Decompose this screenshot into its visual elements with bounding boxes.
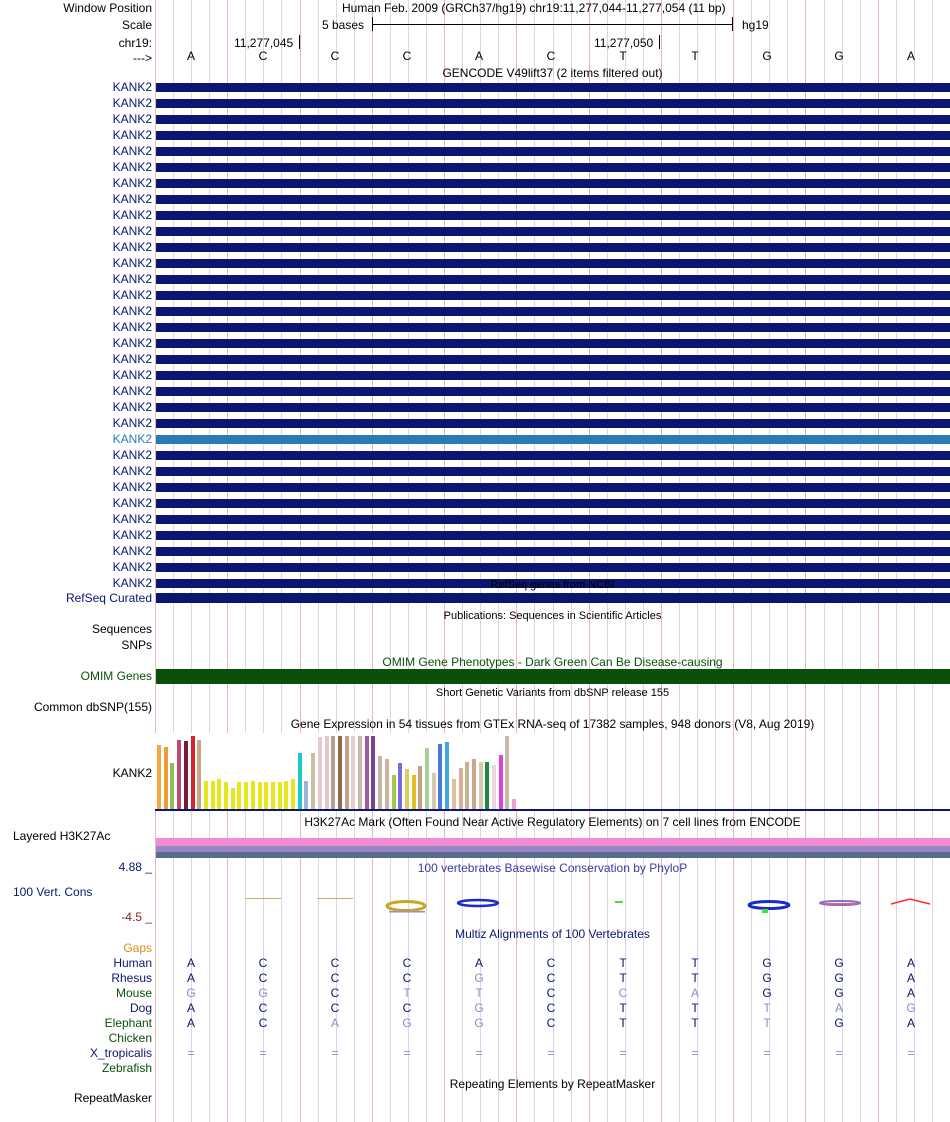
gtex-tissue-bar[interactable] — [505, 736, 509, 809]
gencode-row-label[interactable]: KANK2 — [112, 368, 152, 382]
gencode-row-label[interactable]: KANK2 — [112, 496, 152, 510]
ruler-base: C — [258, 49, 268, 63]
gtex-tissue-bar[interactable] — [445, 742, 449, 809]
ruler-base: C — [546, 49, 556, 63]
gencode-row-label[interactable]: KANK2 — [112, 256, 152, 270]
gencode-transcript-bar[interactable] — [156, 403, 950, 412]
multiz-base: G — [834, 956, 844, 970]
coord-label-1: 11,277,045 — [234, 36, 294, 50]
multiz-base: C — [402, 1001, 412, 1015]
phylop-logos[interactable] — [155, 890, 950, 920]
strand-label: ---> — [133, 51, 152, 65]
refseq-gene-bar[interactable] — [156, 593, 950, 603]
gtex-tissue-bar[interactable] — [184, 741, 188, 809]
ruler-base: A — [186, 49, 195, 63]
phylop-max-label: 4.88 _ — [118, 860, 152, 874]
gencode-row-label[interactable]: KANK2 — [112, 224, 152, 238]
gencode-transcript-bar[interactable] — [156, 115, 950, 124]
multiz-base: T — [691, 1001, 699, 1015]
multiz-base: G — [186, 986, 196, 1000]
gencode-transcript-bar[interactable] — [156, 227, 950, 236]
gencode-row-label[interactable]: KANK2 — [112, 544, 152, 558]
gencode-transcript-bar[interactable] — [156, 243, 950, 252]
multiz-base: = — [547, 1046, 555, 1060]
multiz-base: T — [619, 1001, 627, 1015]
ruler-base: G — [762, 49, 772, 63]
gencode-row-label[interactable]: KANK2 — [112, 208, 152, 222]
gencode-row-label[interactable]: KANK2 — [112, 352, 152, 366]
gencode-row-label[interactable]: KANK2 — [112, 288, 152, 302]
multiz-base: C — [258, 1016, 268, 1030]
gencode-row-label[interactable]: KANK2 — [112, 400, 152, 414]
multiz-base: C — [546, 956, 556, 970]
multiz-base: G — [906, 1001, 916, 1015]
gtex-tissue-bar[interactable] — [418, 766, 422, 809]
multiz-base: A — [330, 1016, 339, 1030]
gtex-tissue-bar[interactable] — [258, 782, 262, 809]
phylop-logo-c-faint — [245, 898, 281, 899]
gencode-transcript-bar[interactable] — [156, 547, 950, 556]
gtex-track-title[interactable]: Gene Expression in 54 tissues from GTEx RNA-seq of 17382 samples, 948 donors (V8, Aug 2019) — [290, 717, 815, 731]
gencode-row-label[interactable]: KANK2 — [112, 528, 152, 542]
gtex-tissue-bar[interactable] — [485, 762, 489, 809]
gencode-transcript-bar[interactable] — [156, 147, 950, 156]
multiz-base: G — [474, 1001, 484, 1015]
gencode-transcript-bar[interactable] — [156, 291, 950, 300]
gencode-transcript-bar[interactable] — [156, 387, 950, 396]
multiz-base: = — [259, 1046, 267, 1060]
gencode-row-label[interactable]: KANK2 — [112, 480, 152, 494]
gencode-row-label[interactable]: KANK2 — [112, 336, 152, 350]
gencode-row-label[interactable]: KANK2 — [112, 448, 152, 462]
multiz-base: C — [330, 1001, 340, 1015]
gtex-bar-chart[interactable] — [155, 733, 535, 809]
multiz-base: T — [691, 971, 699, 985]
multiz-base: = — [907, 1046, 915, 1060]
scale-bar-left-end — [372, 17, 373, 31]
gtex-tissue-bar[interactable] — [204, 781, 208, 809]
scale-bar — [372, 24, 733, 25]
publications-snps-label[interactable]: SNPs — [121, 638, 152, 652]
gencode-transcript-bar[interactable] — [156, 483, 950, 492]
omim-label[interactable]: OMIM Genes — [80, 669, 152, 683]
gencode-transcript-bar[interactable] — [156, 467, 950, 476]
gtex-tissue-bar[interactable] — [512, 799, 516, 809]
multiz-base: G — [402, 1016, 412, 1030]
gencode-row-label[interactable]: KANK2 — [112, 112, 152, 126]
multiz-species-label[interactable]: Human — [113, 956, 152, 970]
gencode-row-label[interactable]: KANK2 — [112, 432, 152, 446]
h3k27ac-track-title[interactable]: H3K27Ac Mark (Often Found Near Active Regulatory Elements) on 7 cell lines from ENCODE — [304, 815, 801, 829]
gencode-row-label[interactable]: KANK2 — [112, 80, 152, 94]
repeatmasker-track-title[interactable]: Repeating Elements by RepeatMasker — [449, 1077, 656, 1091]
gencode-transcript-bar[interactable] — [156, 451, 950, 460]
gtex-tissue-bar[interactable] — [318, 737, 322, 809]
chrom-label: chr19: — [118, 36, 152, 50]
gencode-row-label[interactable]: KANK2 — [112, 384, 152, 398]
multiz-base: A — [906, 971, 915, 985]
multiz-base: C — [330, 971, 340, 985]
omim-track-title[interactable]: OMIM Gene Phenotypes - Dark Green Can Be Disease-causing — [382, 655, 723, 669]
gtex-tissue-bar[interactable] — [311, 753, 315, 809]
multiz-base: G — [762, 956, 772, 970]
scale-label: Scale — [121, 18, 152, 32]
multiz-base: C — [330, 956, 340, 970]
multiz-base: G — [258, 986, 268, 1000]
gtex-tissue-bar[interactable] — [284, 781, 288, 809]
gencode-transcript-bar[interactable] — [156, 211, 950, 220]
multiz-base: T — [475, 986, 483, 1000]
multiz-species-label[interactable]: Dog — [129, 1001, 152, 1015]
gencode-transcript-bar[interactable] — [156, 371, 950, 380]
phylop-track-title[interactable]: 100 vertebrates Basewise Conservation by PhyloP — [417, 861, 688, 875]
multiz-base: C — [402, 971, 412, 985]
gencode-row-label[interactable]: KANK2 — [112, 416, 152, 430]
h3k27ac-layer-slate[interactable] — [156, 852, 950, 858]
gtex-tissue-bar[interactable] — [197, 740, 201, 809]
multiz-species-label[interactable]: Chicken — [108, 1031, 152, 1045]
phylop-logo-g-2 — [749, 902, 789, 914]
ruler-base: C — [402, 49, 412, 63]
gtex-tissue-bar[interactable] — [224, 782, 228, 809]
ruler-base: C — [330, 49, 340, 63]
gtex-tissue-bar[interactable] — [157, 745, 161, 809]
phylop-min-label: -4.5 _ — [121, 910, 152, 924]
gtex-tissue-bar[interactable] — [405, 769, 409, 809]
phylop-logo-g — [458, 900, 498, 906]
multiz-base: A — [906, 956, 915, 970]
multiz-base: = — [475, 1046, 483, 1060]
gencode-transcript-bar[interactable] — [156, 307, 950, 316]
multiz-base: C — [258, 971, 268, 985]
publications-sequences-label[interactable]: Sequences — [91, 622, 152, 636]
multiz-base: G — [834, 986, 844, 1000]
scale-text: 5 bases — [322, 18, 365, 32]
ruler-base: A — [906, 49, 915, 63]
window-position-label: Window Position — [63, 1, 152, 15]
multiz-track-title[interactable]: Multiz Alignments of 100 Vertebrates — [455, 927, 650, 941]
gtex-tissue-bar[interactable] — [264, 782, 268, 809]
multiz-base: T — [619, 1016, 627, 1030]
gtex-tissue-bar[interactable] — [325, 736, 329, 809]
gencode-transcript-bar[interactable] — [156, 163, 950, 172]
multiz-base: T — [691, 1016, 699, 1030]
multiz-base: A — [186, 956, 195, 970]
gencode-track-title[interactable]: GENCODE V49lift37 (2 items filtered out) — [442, 66, 663, 80]
multiz-base: T — [763, 1001, 771, 1015]
gencode-transcript-bar[interactable] — [156, 355, 950, 364]
gencode-row-label[interactable]: KANK2 — [112, 144, 152, 158]
gencode-row-label[interactable]: KANK2 — [112, 96, 152, 110]
gtex-tissue-bar[interactable] — [452, 779, 456, 809]
gencode-row-label[interactable]: KANK2 — [112, 272, 152, 286]
multiz-base: G — [474, 971, 484, 985]
gtex-tissue-bar[interactable] — [438, 744, 442, 809]
gtex-tissue-bar[interactable] — [371, 736, 375, 809]
gtex-tissue-bar[interactable] — [479, 762, 483, 809]
multiz-base: T — [403, 986, 411, 1000]
phylop-logo-t-faint — [615, 901, 623, 903]
coord-tick-1 — [299, 35, 300, 49]
gencode-transcript-bar[interactable] — [156, 435, 950, 444]
gtex-tissue-bar[interactable] — [237, 782, 241, 809]
gtex-tissue-bar[interactable] — [291, 779, 295, 809]
gtex-tissue-bar[interactable] — [378, 756, 382, 809]
multiz-base: A — [834, 1001, 843, 1015]
phylop-logo-c — [387, 902, 425, 913]
ruler-base: G — [834, 49, 844, 63]
multiz-species-label[interactable]: X_tropicalis — [89, 1046, 152, 1060]
coord-tick-2 — [659, 35, 660, 49]
gtex-tissue-bar[interactable] — [351, 736, 355, 809]
gtex-tissue-bar[interactable] — [164, 747, 168, 809]
h3k27ac-layer-pink[interactable] — [156, 838, 950, 846]
multiz-base: T — [691, 956, 699, 970]
gtex-tissue-bar[interactable] — [459, 768, 463, 809]
multiz-base: G — [834, 971, 844, 985]
gtex-tissue-bar[interactable] — [465, 762, 469, 809]
gencode-transcript-bar[interactable] — [156, 499, 950, 508]
gencode-row-label[interactable]: KANK2 — [112, 240, 152, 254]
gencode-transcript-bar[interactable] — [156, 515, 950, 524]
multiz-base: G — [762, 986, 772, 1000]
multiz-base: C — [258, 1001, 268, 1015]
publications-track-title[interactable]: Publications: Sequences in Scientific Articles — [443, 610, 662, 622]
gtex-tissue-bar[interactable] — [338, 736, 342, 809]
scale-bar-right-end — [732, 17, 733, 31]
gtex-tissue-bar[interactable] — [398, 763, 402, 809]
gtex-tissue-bar[interactable] — [217, 779, 221, 809]
refseq-label[interactable]: RefSeq Curated — [65, 591, 152, 605]
multiz-gaps-label[interactable]: Gaps — [123, 941, 152, 955]
multiz-base: T — [619, 956, 627, 970]
gencode-transcript-bar[interactable] — [156, 83, 950, 92]
multiz-base: = — [187, 1046, 195, 1060]
multiz-species-label[interactable]: Zebrafish — [101, 1061, 152, 1075]
gtex-tissue-bar[interactable] — [298, 753, 302, 809]
gtex-tissue-bar[interactable] — [472, 759, 476, 809]
multiz-base: C — [258, 956, 268, 970]
multiz-base: = — [331, 1046, 339, 1060]
gtex-tissue-bar[interactable] — [191, 736, 195, 809]
gencode-transcript-bar[interactable] — [156, 99, 950, 108]
multiz-species-label[interactable]: Rhesus — [111, 971, 152, 985]
gencode-transcript-bar[interactable] — [156, 339, 950, 348]
multiz-base: T — [763, 1016, 771, 1030]
phylop-logo-g-3 — [820, 901, 860, 905]
multiz-base: = — [763, 1046, 771, 1060]
omim-gene-bar[interactable] — [156, 669, 950, 684]
gtex-tissue-bar[interactable] — [278, 782, 282, 809]
multiz-base: = — [619, 1046, 627, 1060]
gencode-transcript-bar[interactable] — [156, 195, 950, 204]
phylop-logo-a — [891, 899, 930, 904]
gtex-tissue-bar[interactable] — [492, 765, 496, 809]
gencode-row-label[interactable]: KANK2 — [112, 176, 152, 190]
gtex-tissue-bar[interactable] — [170, 763, 174, 809]
h3k27ac-label[interactable]: Layered H3K27Ac — [13, 829, 111, 843]
multiz-base: C — [402, 956, 412, 970]
gencode-row-label[interactable]: KANK2 — [112, 320, 152, 334]
multiz-species-label[interactable]: Mouse — [115, 986, 152, 1000]
gencode-row-label[interactable]: KANK2 — [112, 160, 152, 174]
gencode-transcript-bar[interactable] — [156, 131, 950, 140]
ruler-base: A — [474, 49, 483, 63]
gtex-tissue-bar[interactable] — [211, 781, 215, 809]
multiz-base: A — [906, 986, 915, 1000]
gtex-tissue-bar[interactable] — [177, 740, 181, 809]
multiz-base: G — [474, 1016, 484, 1030]
gtex-tissue-bar[interactable] — [231, 788, 235, 809]
gtex-tissue-bar[interactable] — [425, 748, 429, 809]
gtex-label[interactable]: KANK2 — [112, 766, 152, 780]
gtex-tissue-bar[interactable] — [432, 773, 436, 809]
gencode-row-label[interactable]: KANK2 — [112, 304, 152, 318]
gencode-transcript-bar[interactable] — [156, 419, 950, 428]
gtex-tissue-bar[interactable] — [358, 736, 362, 809]
multiz-base: A — [186, 971, 195, 985]
multiz-base: A — [186, 1016, 195, 1030]
dbsnp-label[interactable]: Common dbSNP(155) — [33, 700, 152, 714]
multiz-base: C — [330, 986, 340, 1000]
gencode-row-label[interactable]: KANK2 — [112, 560, 152, 574]
gencode-row-label[interactable]: KANK2 — [112, 192, 152, 206]
multiz-base: C — [546, 1016, 556, 1030]
gencode-row-label[interactable]: KANK2 — [112, 464, 152, 478]
gtex-tissue-bar[interactable] — [251, 781, 255, 809]
gtex-tissue-bar[interactable] — [304, 781, 308, 809]
gencode-row-label[interactable]: KANK2 — [112, 512, 152, 526]
gtex-tissue-bar[interactable] — [412, 775, 416, 809]
gtex-tissue-bar[interactable] — [365, 736, 369, 809]
multiz-base: A — [474, 956, 483, 970]
ruler-base: T — [691, 49, 699, 63]
phylop-label[interactable]: 100 Vert. Cons — [13, 885, 93, 899]
multiz-base: C — [546, 971, 556, 985]
phylop-logo-c-faint-2 — [317, 898, 353, 899]
multiz-base: C — [618, 986, 628, 1000]
assembly-position[interactable]: Human Feb. 2009 (GRCh37/hg19) chr19:11,277,044-11,277,054 (11 bp) — [342, 1, 726, 15]
gtex-tissue-bar[interactable] — [392, 775, 396, 809]
gtex-tissue-bar[interactable] — [271, 782, 275, 809]
multiz-base: G — [834, 1016, 844, 1030]
gencode-transcript-bar[interactable] — [156, 563, 950, 572]
ruler-base: T — [619, 49, 627, 63]
gtex-tissue-bar[interactable] — [244, 782, 248, 809]
gencode-row-label[interactable]: KANK2 — [112, 576, 152, 590]
multiz-base: = — [835, 1046, 843, 1060]
gtex-tissue-bar[interactable] — [331, 736, 335, 809]
gencode-row-label[interactable]: KANK2 — [112, 128, 152, 142]
gtex-tissue-bar[interactable] — [385, 759, 389, 809]
gencode-transcript-bar[interactable] — [156, 323, 950, 332]
multiz-base: A — [906, 1016, 915, 1030]
gtex-tissue-bar[interactable] — [345, 736, 349, 809]
refseq-track-title[interactable]: RefSeq genes from NCBI — [490, 579, 615, 591]
multiz-base: A — [690, 986, 699, 1000]
multiz-base: = — [691, 1046, 699, 1060]
gencode-transcript-bar[interactable] — [156, 531, 950, 540]
multiz-base: T — [619, 971, 627, 985]
multiz-base: = — [403, 1046, 411, 1060]
gtex-baseline — [155, 809, 950, 811]
multiz-base: A — [186, 1001, 195, 1015]
multiz-base: C — [546, 986, 556, 1000]
multiz-base: G — [762, 971, 772, 985]
repeatmasker-label[interactable]: RepeatMasker — [73, 1091, 152, 1105]
multiz-species-label[interactable]: Elephant — [104, 1016, 152, 1030]
multiz-base: C — [546, 1001, 556, 1015]
coord-label-2: 11,277,050 — [594, 36, 654, 50]
dbsnp-track-title[interactable]: Short Genetic Variants from dbSNP release 155 — [435, 687, 670, 699]
scale-db: hg19 — [742, 18, 769, 32]
gencode-transcript-bar[interactable] — [156, 179, 950, 188]
gencode-transcript-bar[interactable] — [156, 259, 950, 268]
gencode-transcript-bar[interactable] — [156, 275, 950, 284]
gtex-tissue-bar[interactable] — [499, 755, 503, 809]
